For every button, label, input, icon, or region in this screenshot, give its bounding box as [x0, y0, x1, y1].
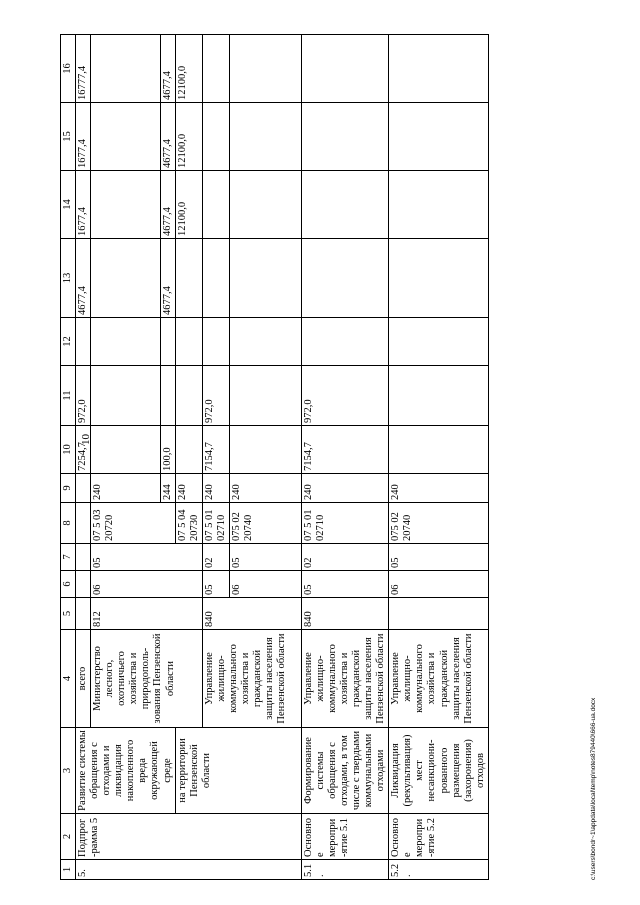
table-row	[76, 35, 91, 880]
value-cell: 1677,4	[76, 171, 91, 239]
empty-cell	[389, 426, 489, 474]
value-cell: 840	[202, 598, 301, 630]
empty-cell	[229, 171, 301, 239]
header-cell: 9	[61, 474, 76, 503]
value-cell: 4677,4	[160, 103, 175, 171]
header-cell: 11	[61, 366, 76, 426]
empty-cell	[229, 426, 301, 474]
organization: Управление жилищно-коммунального хозяйства и гражданской защиты населения Пензенской области	[389, 630, 489, 728]
program-name: Основное меропри-ятие 5.2	[389, 814, 489, 860]
empty-cell	[160, 318, 175, 366]
empty-cell	[76, 318, 91, 366]
empty-cell	[389, 239, 489, 318]
value-cell: 05	[301, 571, 388, 598]
value-cell: 07 5 01 02710	[301, 503, 388, 544]
value-cell: 840	[301, 598, 388, 630]
empty-cell	[91, 103, 160, 171]
value-cell: 1677,4	[76, 103, 91, 171]
value-cell: 240	[229, 474, 301, 503]
value-cell: 12100,0	[175, 171, 202, 239]
empty-cell	[389, 171, 489, 239]
value-cell: 244	[160, 474, 175, 503]
empty-cell	[91, 366, 160, 426]
value-cell: 240	[389, 474, 489, 503]
value-cell: 972,0	[76, 366, 91, 426]
page-number: 10	[80, 434, 92, 445]
value-cell: 240	[202, 474, 229, 503]
value-cell: 06	[229, 571, 301, 598]
value-cell: 06	[91, 571, 203, 598]
header-cell: 2	[61, 814, 76, 860]
empty-cell	[229, 103, 301, 171]
organization: Управление жилищно-коммунального хозяйства и гражданской защиты населения Пензенской области	[202, 630, 301, 728]
header-cell: 7	[61, 544, 76, 571]
value-cell: 240	[175, 474, 202, 503]
empty-cell	[175, 366, 202, 426]
empty-cell	[76, 571, 91, 598]
empty-cell	[91, 318, 160, 366]
empty-cell	[91, 239, 160, 318]
value-cell: 16777,4	[76, 35, 91, 103]
empty-cell	[301, 318, 388, 366]
table-row	[301, 35, 388, 880]
program-description: Ликвидация (рекультивация) мест несанкциони-рованного размещения (захоронения) отходов	[389, 728, 489, 814]
value-cell: 4677,4	[76, 239, 91, 318]
empty-cell	[389, 366, 489, 426]
empty-cell	[229, 318, 301, 366]
value-cell: 240	[301, 474, 388, 503]
program-name: Подпрог-рамма 5	[76, 814, 302, 860]
empty-cell	[76, 474, 91, 503]
empty-cell	[76, 503, 91, 544]
header-cell: 1	[61, 860, 76, 880]
organization: Министерство лесного, охотничьего хозяйства и природополь-зования Пензенской области	[91, 630, 203, 728]
value-cell: 05	[91, 544, 203, 571]
empty-cell	[229, 239, 301, 318]
empty-cell	[389, 598, 489, 630]
header-cell: 16	[61, 35, 76, 103]
header-cell: 13	[61, 239, 76, 318]
header-cell: 6	[61, 571, 76, 598]
empty-cell	[301, 239, 388, 318]
table-row	[389, 35, 489, 880]
value-cell: 07 5 04 20730	[175, 503, 202, 544]
value-cell: 05	[389, 544, 489, 571]
rotated-page	[60, 35, 635, 880]
empty-cell	[202, 103, 229, 171]
header-cell: 8	[61, 503, 76, 544]
header-row	[61, 35, 76, 880]
value-cell: 05	[229, 544, 301, 571]
empty-cell	[76, 544, 91, 571]
value-cell: 4677,4	[160, 239, 175, 318]
value-cell: 075 02 20740	[229, 503, 301, 544]
value-cell: 7254,7	[76, 426, 91, 474]
value-cell: 972,0	[301, 366, 388, 426]
value-cell: 07 5 01 02710	[202, 503, 229, 544]
empty-cell	[175, 318, 202, 366]
empty-cell	[301, 35, 388, 103]
value-cell: 7154,7	[301, 426, 388, 474]
program-description: Формирование системы обращения с отходами, в том числе с твердыми коммунальными отходами	[301, 728, 388, 814]
header-cell: 15	[61, 103, 76, 171]
value-cell: 075 02 20740	[389, 503, 489, 544]
empty-cell	[202, 171, 229, 239]
empty-cell	[389, 103, 489, 171]
header-cell: 3	[61, 728, 76, 814]
value-cell: 12100,0	[175, 35, 202, 103]
empty-cell	[229, 366, 301, 426]
empty-cell	[301, 103, 388, 171]
header-cell: 12	[61, 318, 76, 366]
header-cell: 4	[61, 630, 76, 728]
header-cell: 5	[61, 598, 76, 630]
value-cell: 05	[202, 571, 229, 598]
empty-cell	[229, 35, 301, 103]
empty-cell	[202, 35, 229, 103]
empty-cell	[76, 598, 91, 630]
program-table	[60, 34, 489, 880]
empty-cell	[91, 171, 160, 239]
value-cell: 4677,4	[160, 171, 175, 239]
value-cell: 02	[202, 544, 229, 571]
table-row	[175, 35, 202, 880]
program-description: на территории Пензенской области	[175, 728, 301, 814]
empty-cell	[202, 239, 229, 318]
value-cell: 100,0	[160, 426, 175, 474]
program-description: Развитие системы обращения с отходами и ликвидация накопленного вреда окружающей среде	[76, 728, 176, 814]
footer-file-path: c:\users\bondr~1\appdata\local\temp\notes879440\666-ua.docx	[590, 697, 597, 880]
empty-cell	[389, 35, 489, 103]
empty-cell	[91, 426, 160, 474]
empty-cell	[175, 239, 202, 318]
value-cell: 972,0	[202, 366, 229, 426]
total-label: всего	[76, 630, 91, 728]
organization: Управление жилищно-коммунального хозяйства и гражданской защиты населения Пензенской области	[301, 630, 388, 728]
row-number: 5.1.	[301, 860, 388, 880]
value-cell: 4677,4	[160, 35, 175, 103]
value-cell: 12100,0	[175, 103, 202, 171]
row-number: 5.2.	[389, 860, 489, 880]
value-cell: 06	[389, 571, 489, 598]
value-cell: 02	[301, 544, 388, 571]
value-cell: 240	[91, 474, 160, 503]
empty-cell	[160, 366, 175, 426]
empty-cell	[175, 426, 202, 474]
row-number: 5.	[76, 860, 302, 880]
value-cell: 812	[91, 598, 203, 630]
empty-cell	[91, 35, 160, 103]
program-name: Основное меропри-ятие 5.1	[301, 814, 388, 860]
value-cell: 07 5 03 20720	[91, 503, 175, 544]
empty-cell	[202, 318, 229, 366]
value-cell: 7154,7	[202, 426, 229, 474]
empty-cell	[301, 171, 388, 239]
header-cell: 14	[61, 171, 76, 239]
empty-cell	[389, 318, 489, 366]
header-cell: 10	[61, 426, 76, 474]
